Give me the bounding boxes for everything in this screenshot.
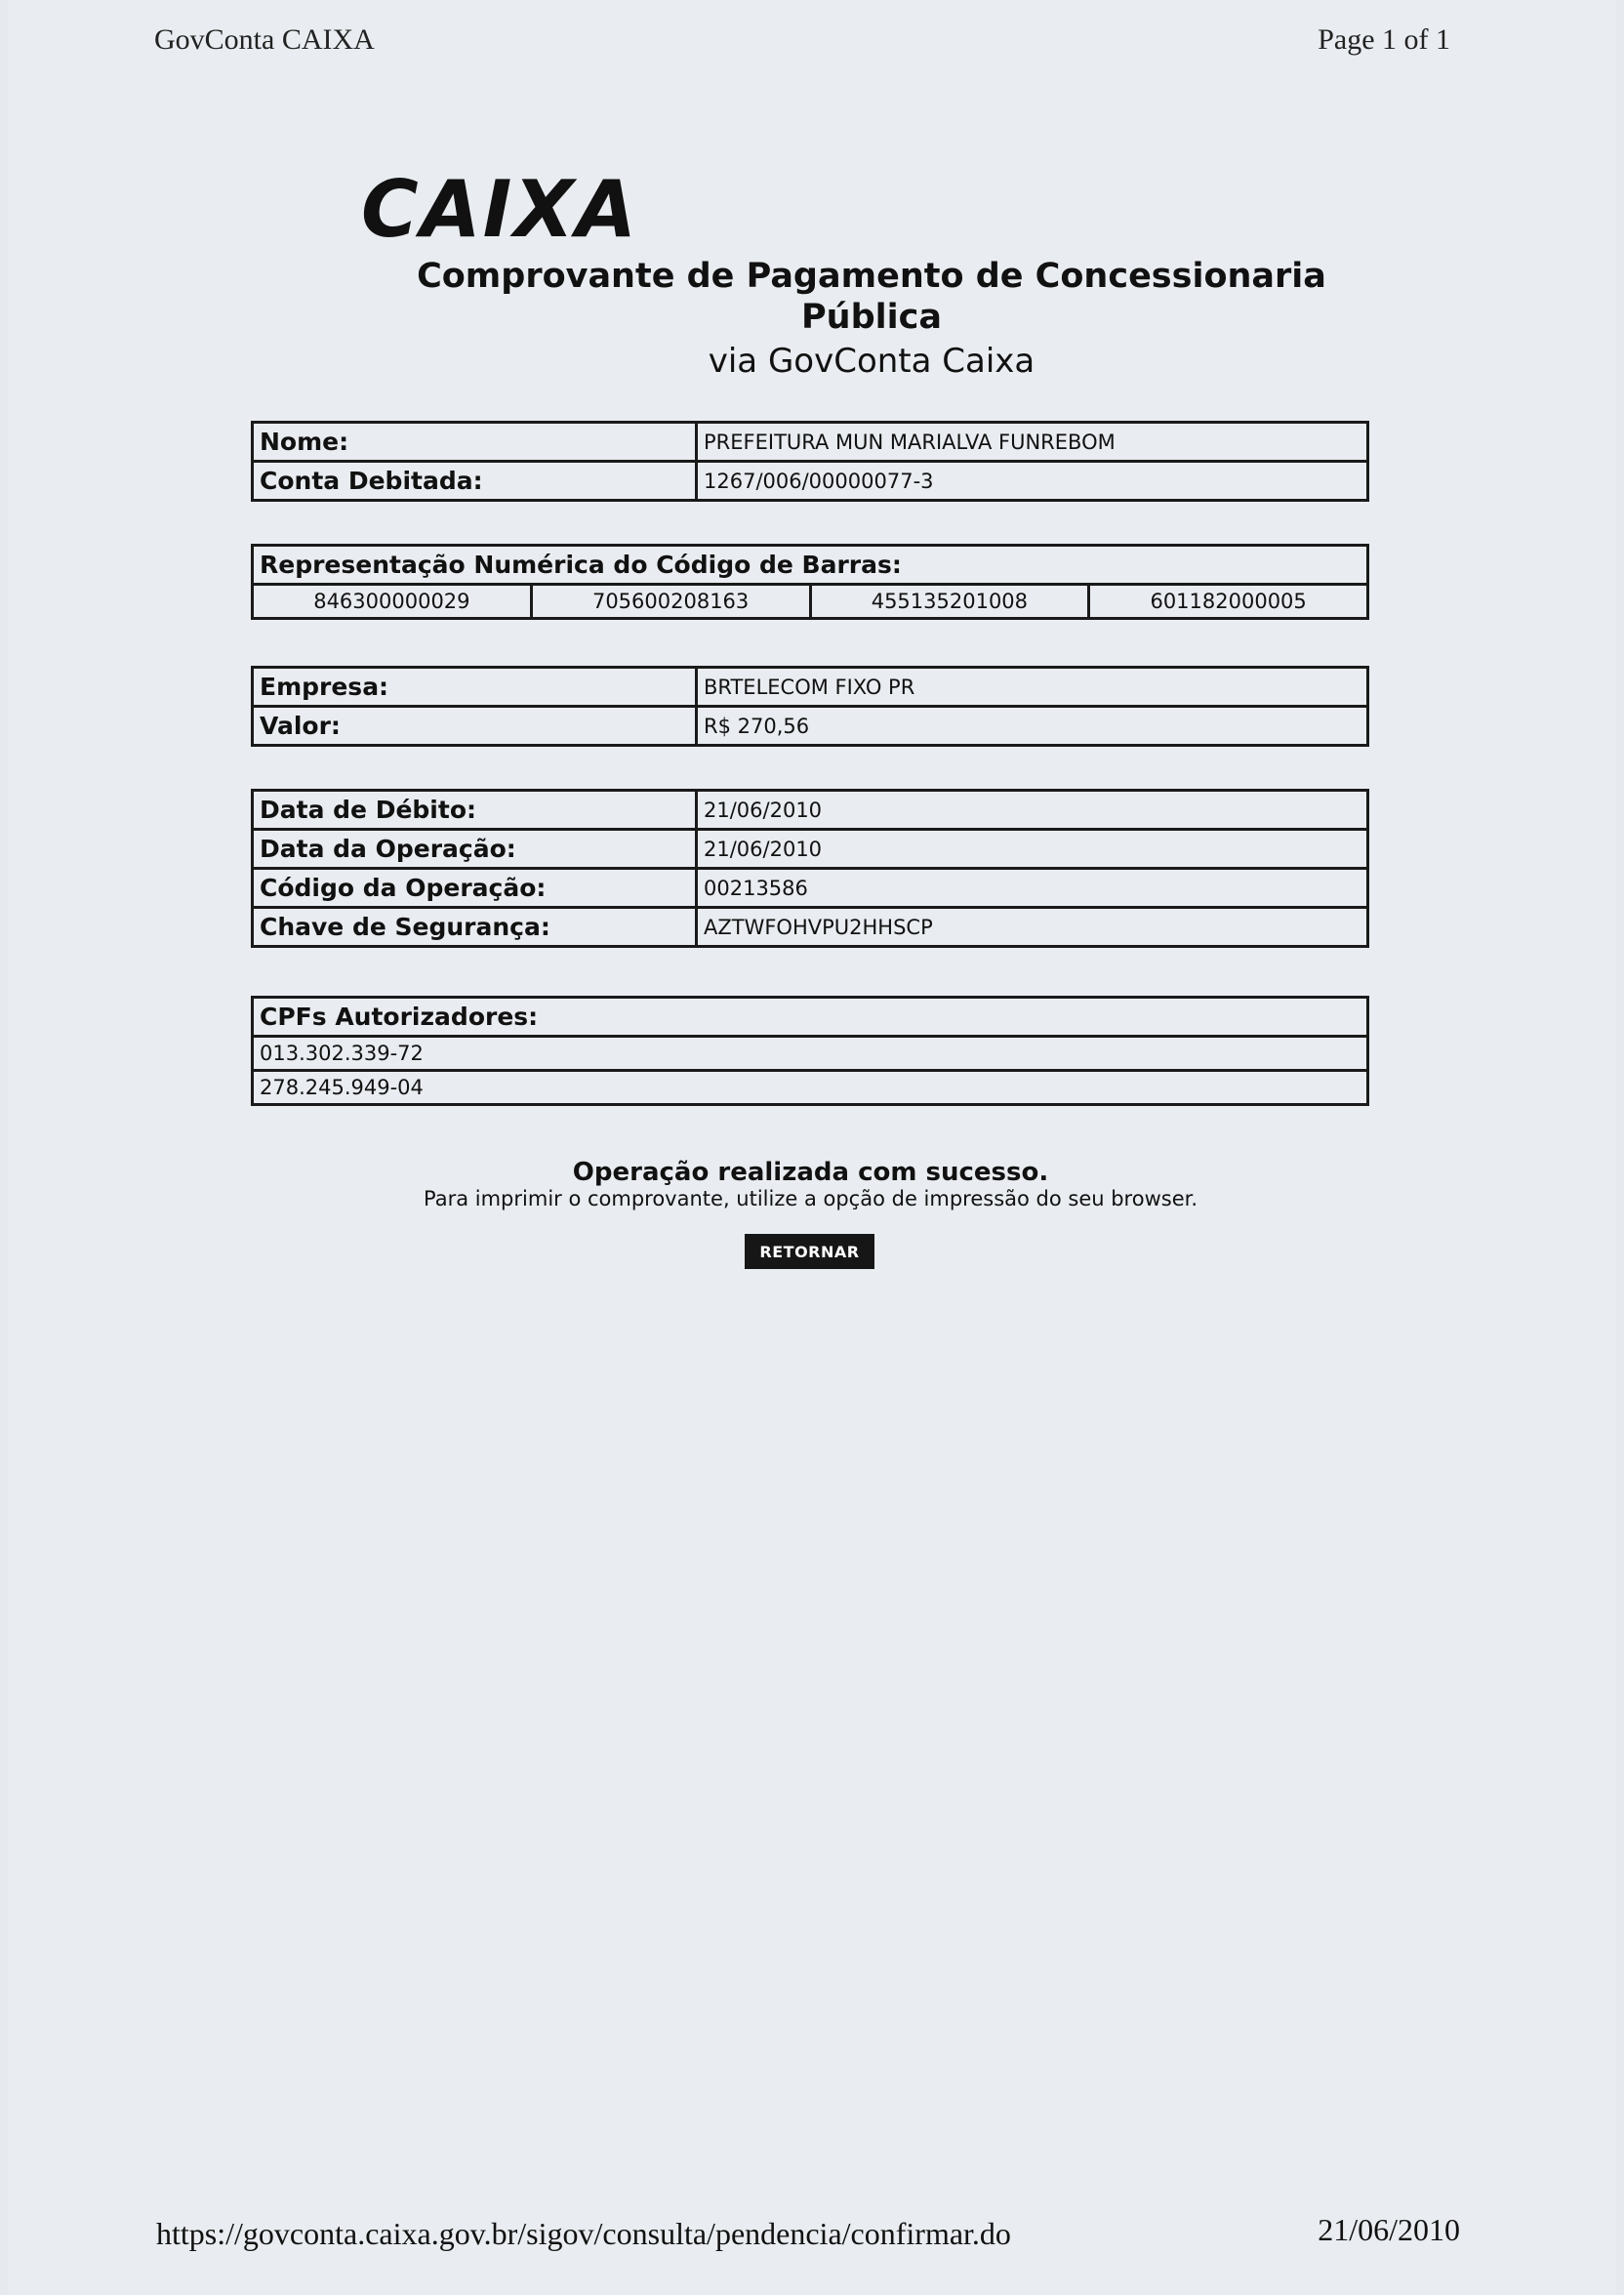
- table-row: [253, 585, 1368, 619]
- table-row: [253, 462, 1368, 501]
- conta-debitada-value: 1267/006/00000077-3: [697, 462, 1368, 501]
- data-operacao-value: 21/06/2010: [697, 830, 1368, 869]
- chave-seguranca-label: Chave de Segurança:: [253, 908, 697, 947]
- page-counter: Page 1 of 1: [1318, 23, 1450, 56]
- table-row: [253, 791, 1368, 830]
- table-row: [253, 668, 1368, 707]
- account-table: [251, 421, 1369, 502]
- table-row: [253, 998, 1368, 1037]
- table-row: [253, 546, 1368, 585]
- company-table: [251, 666, 1369, 747]
- conta-debitada-label: Conta Debitada:: [253, 462, 697, 501]
- table-row: [253, 869, 1368, 908]
- table-row: [253, 707, 1368, 746]
- barcode-table: [251, 544, 1369, 620]
- paper-page: [8, 0, 1616, 2295]
- caixa-logo: CAIXA: [361, 164, 638, 255]
- cpfs-label: CPFs Autorizadores:: [253, 998, 1368, 1037]
- codigo-operacao-value: 00213586: [697, 869, 1368, 908]
- table-row: [253, 1037, 1368, 1071]
- valor-label: Valor:: [253, 707, 697, 746]
- codigo-operacao-label: Código da Operação:: [253, 869, 697, 908]
- print-hint: Para imprimir o comprovante, utilize a opção de impressão do seu browser.: [424, 1187, 1198, 1210]
- barcode-part-1: 846300000029: [253, 585, 532, 619]
- page-title-line1: Comprovante de Pagamento de Concessionaria: [417, 257, 1326, 296]
- data-debito-value: 21/06/2010: [697, 791, 1368, 830]
- nome-value: PREFEITURA MUN MARIALVA FUNREBOM: [697, 423, 1368, 462]
- empresa-value: BRTELECOM FIXO PR: [697, 668, 1368, 707]
- success-message: Operação realizada com sucesso.: [572, 1158, 1049, 1187]
- empresa-label: Empresa:: [253, 668, 697, 707]
- table-row: [253, 908, 1368, 947]
- data-debito-label: Data de Débito:: [253, 791, 697, 830]
- valor-value: R$ 270,56: [697, 707, 1368, 746]
- browser-print-header-title: GovConta CAIXA: [154, 23, 375, 56]
- cpf-item-2: 278.245.949-04: [253, 1071, 1368, 1105]
- cpf-item-1: 013.302.339-72: [253, 1037, 1368, 1071]
- barcode-part-2: 705600208163: [531, 585, 810, 619]
- nome-label: Nome:: [253, 423, 697, 462]
- footer-date: 21/06/2010: [1318, 2212, 1460, 2247]
- retornar-button[interactable]: RETORNAR: [745, 1234, 874, 1269]
- chave-seguranca-value: AZTWFOHVPU2HHSCP: [697, 908, 1368, 947]
- page-title-line2: Pública: [801, 298, 942, 337]
- barcode-part-3: 455135201008: [810, 585, 1089, 619]
- page-title: [252, 256, 1491, 338]
- barcode-part-4: 601182000005: [1089, 585, 1368, 619]
- table-row: [253, 830, 1368, 869]
- footer-url: https://govconta.caixa.gov.br/sigov/consulta/pendencia/confirmar.do: [156, 2216, 1011, 2251]
- page-subtitle: via GovConta Caixa: [708, 342, 1035, 381]
- barcode-label: Representação Numérica do Código de Barras:: [253, 546, 1368, 585]
- table-row: [253, 1071, 1368, 1105]
- operation-table: [251, 789, 1369, 948]
- data-operacao-label: Data da Operação:: [253, 830, 697, 869]
- cpfs-table: [251, 996, 1369, 1106]
- table-row: [253, 423, 1368, 462]
